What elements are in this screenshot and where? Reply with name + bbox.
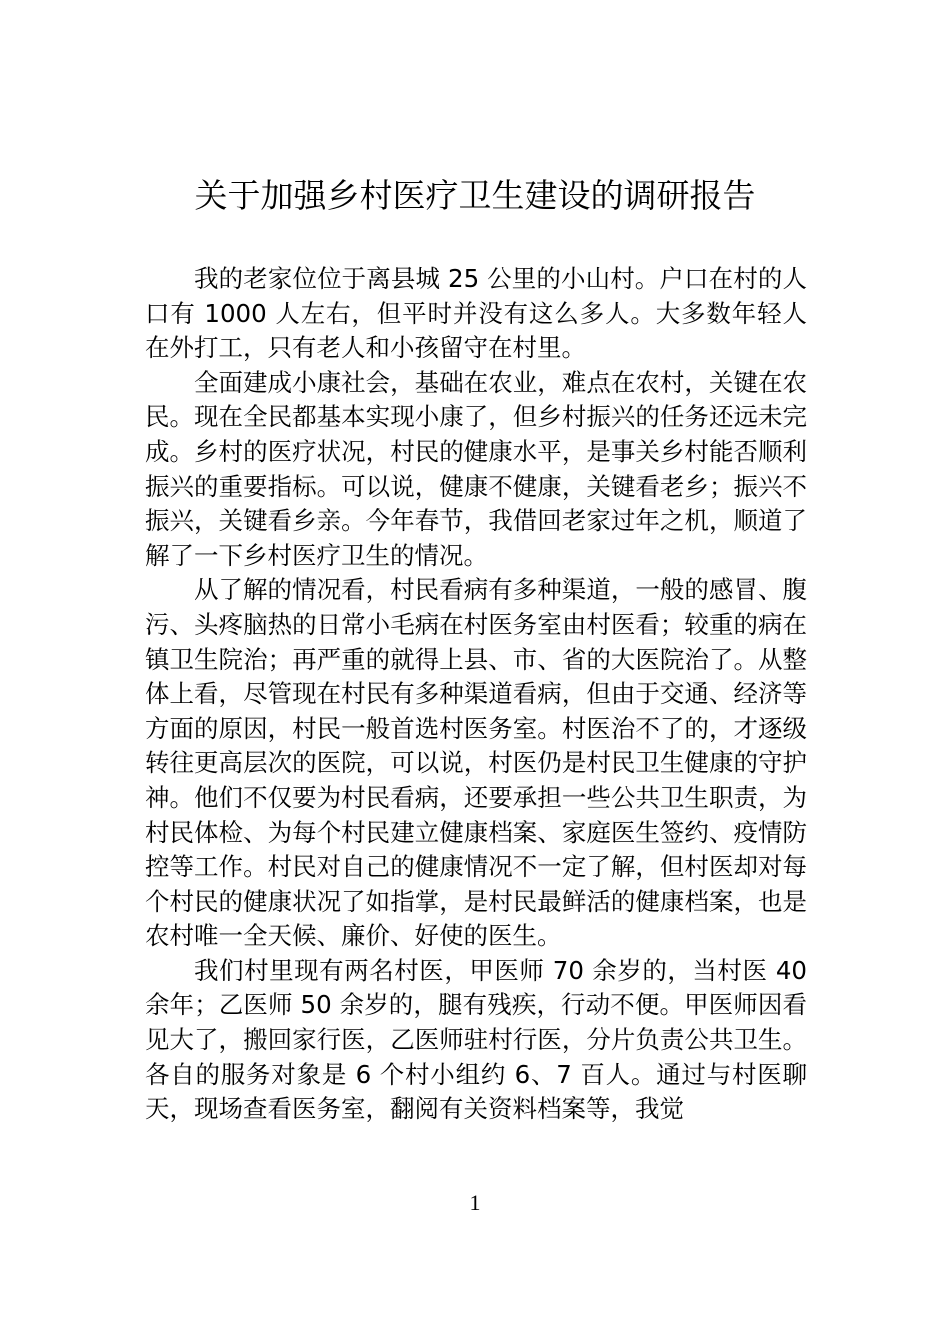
document-title: 关于加强乡村医疗卫生建设的调研报告 [194, 176, 756, 215]
document-body [145, 262, 807, 1127]
paragraph-2: 全面建成小康社会，基础在农业，难点在农村，关键在农民。现在全民都基本实现小康了，但乡村振兴的任务还远未完成。乡村的医疗状况，村民的健康水平，是事关乡村能否顺利振兴的重要指标。可以说，健康不健康，关键看老乡；振兴不振兴，关键看乡亲。今年春节，我借回老家过年之机，顺道了解了一下乡村医疗卫生的情况。 [145, 367, 807, 570]
paragraph-4: 我们村里现有两名村医，甲医师 70 余岁的，当村医 40 余年；乙医师 50 余岁的，腿有残疾，行动不便。甲医师因看见大了，搬回家行医，乙医师驻村行医，分片负责公共卫生。各自的服务对象是 6 个村小组约 6、7 百人。通过与村医聊天，现场查看医务室，翻阅有关资料档案等，我觉 [145, 955, 807, 1124]
paragraph-1: 我的老家位位于离县城 25 公里的小山村。户口在村的人口有 1000 人左右，但平时并没有这么多人。大多数年轻人在外打工，只有老人和小孩留守在村里。 [145, 264, 807, 363]
page-number: 1 [469, 1190, 481, 1215]
paragraph-3: 从了解的情况看，村民看病有多种渠道，一般的感冒、腹污、头疼脑热的日常小毛病在村医务室由村医看；较重的病在镇卫生院治；再严重的就得上县、市、省的大医院治了。从整体上看，尽管现在村民有多种渠道看病，但由于交通、经济等方面的原因，村民一般首选村医务室。村医治不了的，才逐级转往更高层次的医院，可以说，村医仍是村民卫生健康的守护神。他们不仅要为村民看病，还要承担一些公共卫生职责，为村民体检、为每个村民建立健康档案、家庭医生签约、疫情防控等工作。村民对自己的健康情况不一定了解，但村医却对每个村民的健康状况了如指掌，是村民最鲜活的健康档案，也是农村唯一全天候、廉价、好使的医生。 [145, 575, 807, 951]
